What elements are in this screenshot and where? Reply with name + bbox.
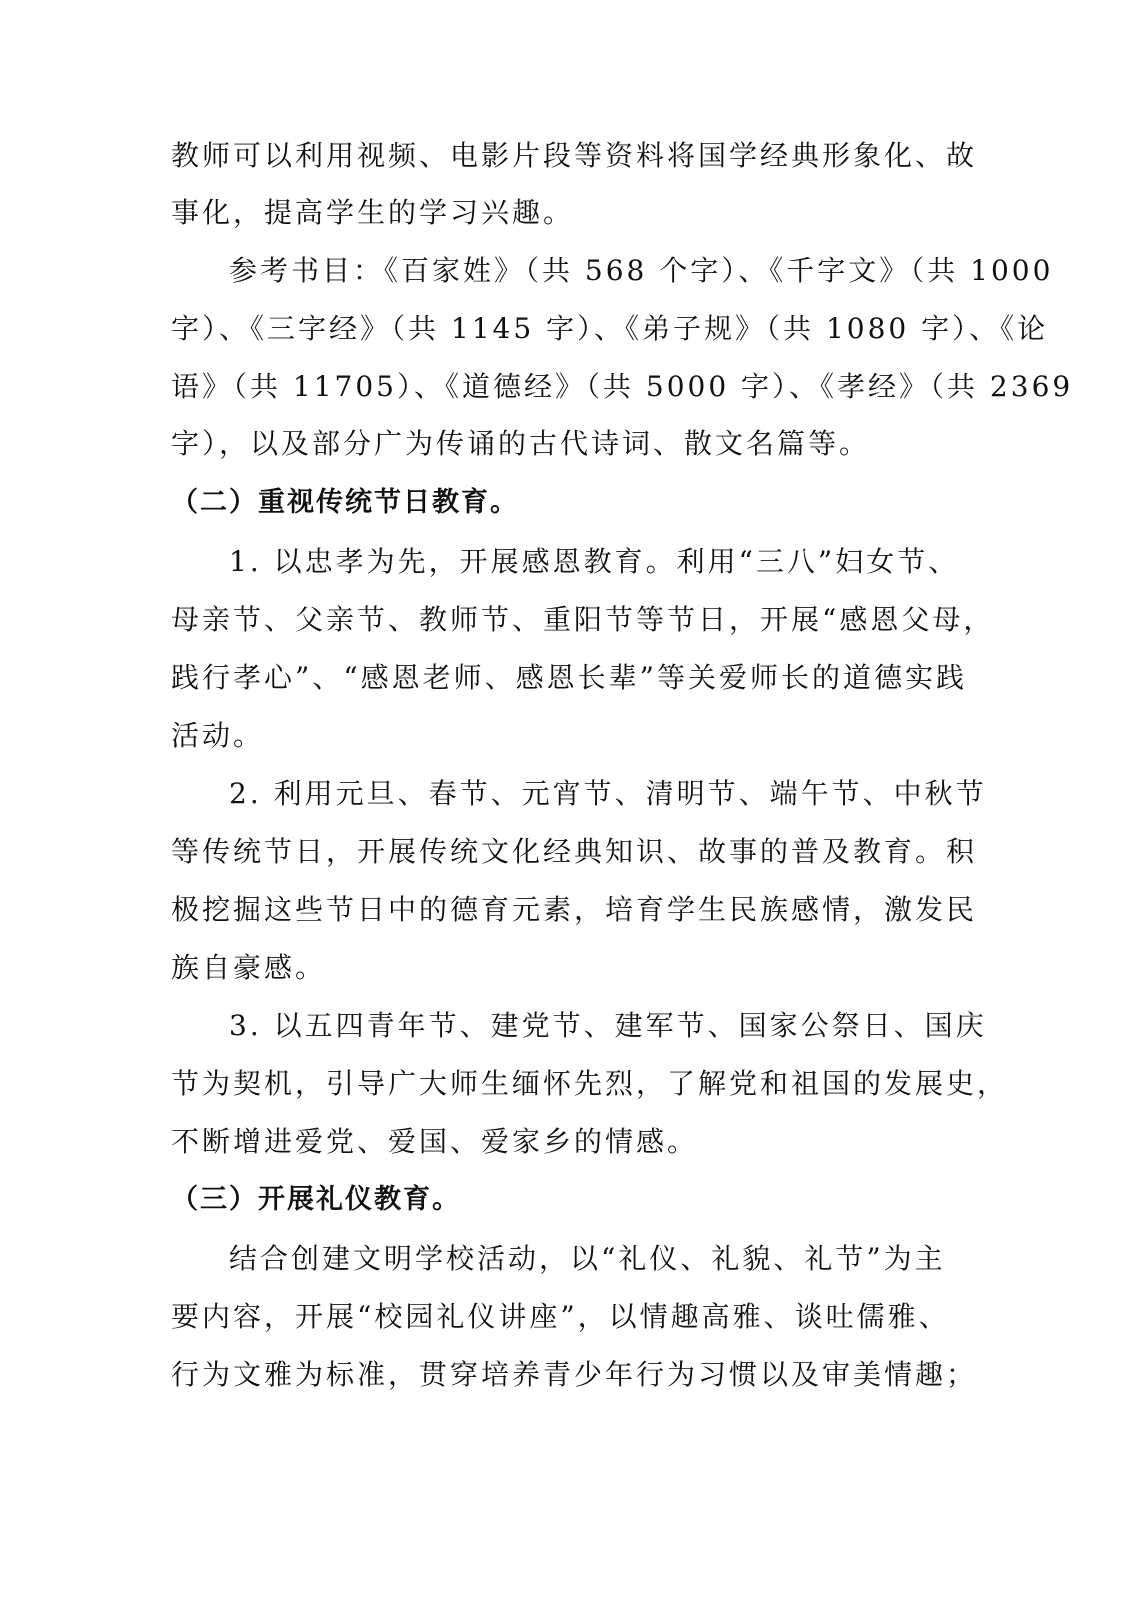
body-line: 践行孝心”、“感恩老师、感恩长辈”等关爱师长的道德实践 (171, 661, 967, 694)
section-heading: （三）开展礼仪教育。 (171, 1184, 461, 1215)
body-line: 母亲节、父亲节、教师节、重阳节等节日，开展“感恩父母， (171, 603, 995, 636)
body-line: 结合创建文明学校活动，以“礼仪、礼貌、礼节”为主 (229, 1242, 946, 1275)
body-line: 等传统节日，开展传统文化经典知识、故事的普及教育。积 (171, 835, 978, 868)
body-line: 教师可以利用视频、电影片段等资料将国学经典形象化、故 (171, 139, 978, 172)
body-line: 要内容，开展“校园礼仪讲座”，以情趣高雅、谈吐儒雅、 (171, 1300, 950, 1333)
body-line: 2. 利用元旦、春节、元宵节、清明节、端午节、中秋节 (229, 777, 987, 810)
body-line: 1. 以忠孝为先，开展感恩教育。利用“三八”妇女节、 (229, 545, 960, 578)
body-line: 字）、《三字经》（共 1145 字）、《弟子规》（共 1080 字）、《论 (171, 312, 1049, 345)
body-line: 事化，提高学生的学习兴趣。 (171, 196, 575, 229)
body-line: 极挖掘这些节日中的德育元素，培育学生民族感情，激发民 (171, 893, 978, 926)
body-line: 参考书目：《百家姓》（共 568 个字）、《千字文》（共 1000 (229, 254, 1054, 287)
body-line: 字），以及部分广为传诵的古代诗词、散文名篇等。 (171, 427, 871, 460)
body-line: 活动。 (171, 719, 265, 752)
body-line: 不断增进爱党、爱国、爱家乡的情感。 (171, 1125, 699, 1158)
body-line: 节为契机，引导广大师生缅怀先烈，了解党和祖国的发展史， (171, 1067, 1009, 1100)
body-line: 族自豪感。 (171, 951, 327, 984)
body-line: 行为文雅为标准，贯穿培养青少年行为习惯以及审美情趣； (171, 1358, 978, 1391)
section-heading: （二）重视传统节日教育。 (171, 487, 519, 518)
body-line: 语》（共 11705）、《道德经》（共 5000 字）、《孝经》（共 2369 (171, 370, 1074, 403)
body-line: 3. 以五四青年节、建党节、建军节、国家公祭日、国庆 (229, 1009, 987, 1042)
